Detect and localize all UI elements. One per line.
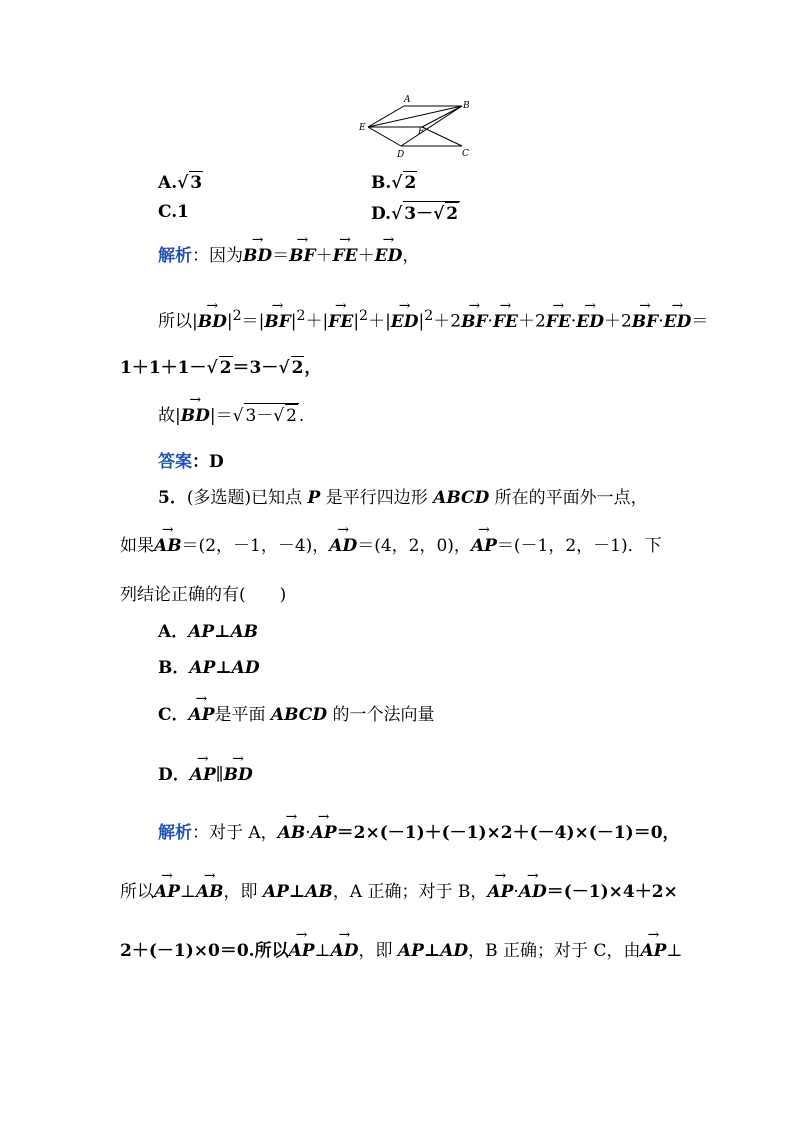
- q4-option-a: A.√ 3: [158, 171, 203, 196]
- q5-option-b: B．AP⊥AD: [158, 658, 260, 678]
- label-D: D: [397, 150, 405, 160]
- q4-option-b: B.√ 2: [371, 171, 417, 196]
- q5-option-a: A．AP⊥AB: [158, 622, 259, 642]
- label-C: C: [462, 149, 469, 159]
- geometry-figure: [356, 92, 476, 162]
- q5-stem-line1: 5．(多选题)已知点 P 是平行四边形 ABCD 所在的平面外一点，: [158, 488, 648, 508]
- label-B: B: [463, 101, 470, 111]
- label-A: A: [404, 95, 411, 105]
- q4-answer: 答案：D: [158, 452, 224, 472]
- q5-stem-line2: 如果→ AB＝(2，－1，－4)，→ AD＝(4，2，0)，→ AP＝(－1，2，－1)．下: [120, 535, 662, 559]
- q4-solution-line3: 1＋1＋1－√ 2＝3－√ 2，: [120, 356, 321, 381]
- label-F: F: [418, 127, 425, 137]
- label-E: E: [359, 123, 366, 133]
- q5-solution-line3: 2＋(－1)×0＝0.所以→ AP⊥→ AD，即 AP⊥AD，B 正确；对于 C，由→ AP⊥: [120, 940, 682, 964]
- q4-solution-line4: 故|→ BD|＝√ 3－√ 2 .: [158, 403, 304, 429]
- q5-solution-line2: 所以→ AP⊥→ AB，即 AP⊥AB，A 正确；对于 B，→ AP·→ AD＝(－1)×4＋2×: [120, 881, 678, 905]
- q4-option-c: C.1: [158, 202, 189, 222]
- q5-option-d: D．→ AP∥→ BD: [158, 764, 253, 788]
- q4-option-d: D.√ 3－√ 2: [371, 201, 460, 227]
- q4-solution-line2: 所以|→ $BD|^2=|\to BF|^2+|\to FE|^2+|\to ED|^2+2\to BF\cdot\to FE+2\to FE\cdot\to ED+2\to BF\cdot\to ED=$: [158, 307, 708, 334]
- q5-stem-line3: 列结论正确的有( ): [120, 585, 287, 605]
- q4-solution-line1: 解析：因为→ BD＝→ BF＋→ FE＋→ ED，: [158, 245, 419, 269]
- q5-option-c: C．→ AP是平面 ABCD 的一个法向量: [158, 704, 434, 728]
- q5-solution-line1: 解析：对于 A，→ AB·→ AP＝2×(－1)＋(－1)×2＋(－4)×(－1)＝0，: [158, 822, 680, 846]
